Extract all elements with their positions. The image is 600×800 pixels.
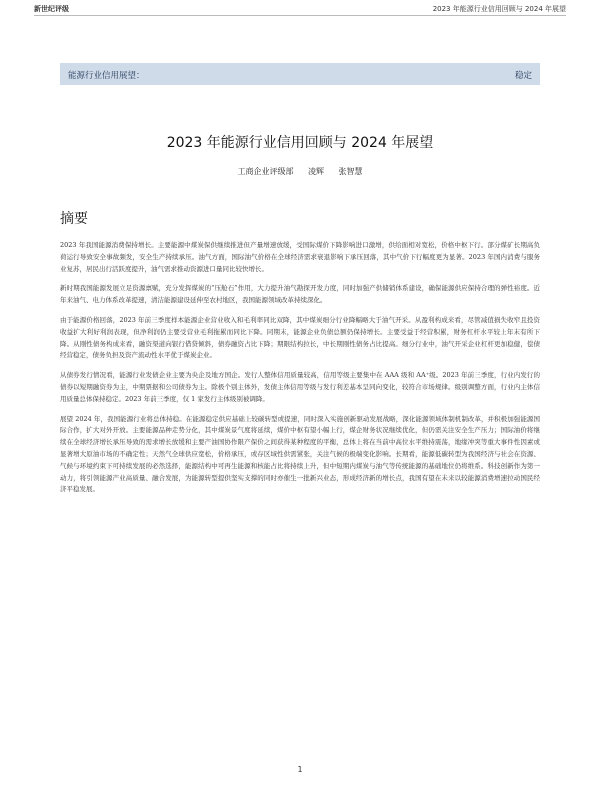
header-report-title: 2023 年能源行业信用回顾与 2024 年展望 <box>432 5 566 13</box>
author-line <box>0 166 600 177</box>
paragraph: 新时期我国能源发展立足资源禀赋，充分发挥煤炭的“压舱石”作用，大力提升油气勘探开发力度，同时加强产供储销体系建设，确保能源供应保持合理的弹性裕度。近年来油气、电力体系改革提速，清洁能源建设延伸至农村地区，我国能源领域改革持续深化。 <box>60 284 540 305</box>
page-header <box>0 0 600 22</box>
author-name: 凌辉 <box>308 167 324 176</box>
outlook-label: 能源行业信用展望： <box>68 71 145 81</box>
paragraph: 由于能源价格回落，2023 年前三季度样本能源企业营业收入和毛利率同比双降，其中煤炭细分行业降幅略大于油气开采。从盈利构成来看，尽管减值损失收窄且投资收益扩大利好利润表现，但净利润仍主要受营业毛利拖累而同比下降。同期末，能源企业负债总额仍保持增长。主要受益于经营积累，财务杠杆水平较上年末有所下降。从刚性债务构成来看，融资渠道向银行借贷倾斜，债券融资占比下降；期限结构拉长，中长期刚性债务占比提高。细分行业中，油气开采企业杠杆更加稳健，偿债经营稳定，债务负担及资产流动性水平优于煤炭企业。 <box>60 315 540 360</box>
paragraph: 2023 年我国能源消费保持增长。主要能源中煤炭保供继续推进但产量增速放缓，受国际煤价下降影响进口激增，供给面相对宽松，价格中枢下行。部分煤矿长期高负荷运行导致安全事故频发，安全生产持续承压。油气方面，国际油气价格在全球经济需求衰退影响下承压回落，其中气价下行幅度更为显著。2023 年国内消费与服务业复苏，居民出行活跃度提升，油气需求推动资源进口量同比较快增长。 <box>60 241 540 273</box>
outlook-banner <box>60 63 540 85</box>
section-heading: 摘要 <box>60 211 88 227</box>
abstract-body <box>60 240 540 504</box>
paragraph: 展望 2024 年，我国能源行业将总体持稳。在能源稳定供应基础上较碳转型或提速，同时深入实施创新驱动发展战略，深化能源领域体制机制改革，并积极加强能源国际合作，扩大对外开放。主要能源品种走势分化，其中煤炭景气度将延续，煤价中枢有望小幅上行，煤企财务状况继续优化，但仍需关注安全生产压力；国际油价将继续在全球经济增长承压导致的需求增长放缓和主要产油国协作限产保价之间获得某种程度的平衡，总体上将在当前中高位水平维持震荡，地缘冲突等重大事件性因素或显著增大原油市场的不确定性；天然气全球供应宽松，价格承压，或存区域性供需紧张，关注气候的极端变化影响。长期看，能源低碳转型为我国经济与社会在资源、气候与环境约束下可持续发展的必然选择，能源结构中可再生能源和核能占比将持续上升，但中短期内煤炭与油气等传统能源的基础地位仍将维系。科技创新作为第一动力，将引领能源产业高质量、融合发展，为能源转型提供坚实支撑的同时亦催生一批新兴业态，形成经济新的增长点，我国有望在未来以较能源消费增速拉动国民经济平稳发展。 <box>60 414 540 494</box>
report-title: 2023 年能源行业信用回顾与 2024 年展望 <box>166 135 434 151</box>
page-number: 1 <box>297 765 303 774</box>
header-org-name: 新世纪评级 <box>34 5 69 13</box>
paragraph: 从债券发行情况看，能源行业发债企业主要为央企及地方国企。发行人整体信用质量较高，信用等级主要集中在 AAA 级和 AA⁺级。2023 年前三季度，行业内发行的债券以短期融资券为主，中期票据和公司债券为主。除极个别主体外，发债主体信用等级与发行利差基本呈同向变化，较符合市场规律。级别调整方面，行业内主体信用质量总体保持稳定。2023 年前三季度，仅 1 家发行主体级别被调降。 <box>60 371 540 403</box>
author-department: 工商企业评级部 <box>237 167 294 176</box>
author-name: 张智慧 <box>338 167 363 176</box>
outlook-value: 稳定 <box>514 71 532 81</box>
header-divider <box>34 15 566 16</box>
